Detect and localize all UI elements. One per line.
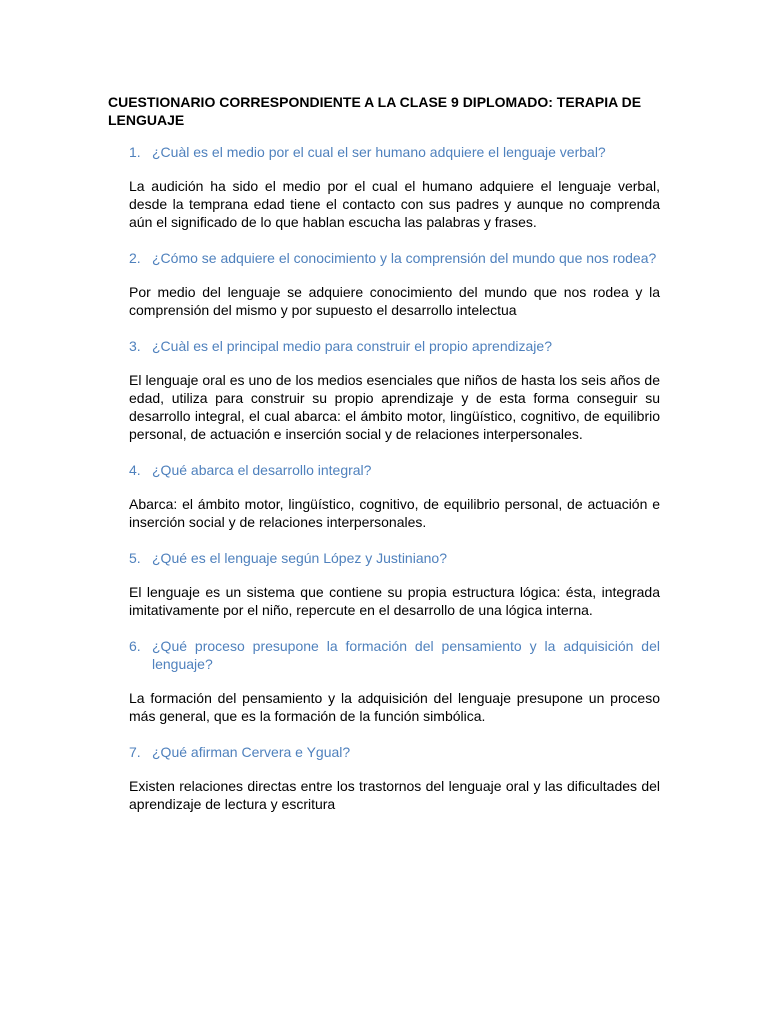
question-number: 7. (129, 744, 141, 760)
answer-7: Existen relaciones directas entre los trastornos del lenguaje oral y las dificultades del aprendizaje de lectura y escritura (129, 778, 660, 812)
question-2 (108, 249, 660, 267)
answer-3: El lenguaje oral es uno de los medios esenciales que niños de hasta los seis años de edad, utiliza para construir su propio aprendizaje y de esta forma conseguir su desarrollo integral, el cual abarca: el ámbito motor, lingüístico, cognitivo, de equilibrio personal, de actuación e inserción social y de relaciones interpersonales. (129, 372, 660, 442)
answer-4: Abarca: el ámbito motor, lingüístico, cognitivo, de equilibrio personal, de actuación e inserción social y de relaciones interpersonales. (129, 496, 660, 530)
answer-1: La audición ha sido el medio por el cual el humano adquiere el lenguaje verbal, desde la temprana edad tiene el contacto con sus padres y aunque no comprenda aún el significado de lo que hablan escucha las palabras y frases. (129, 178, 660, 230)
question-1 (108, 143, 660, 161)
qa-item-4 (108, 461, 660, 531)
question-4 (108, 461, 660, 479)
question-text: ¿Cuàl es el principal medio para construir el propio aprendizaje? (152, 338, 552, 354)
question-6 (108, 637, 660, 673)
qa-item-1 (108, 143, 660, 231)
question-text: ¿Cuàl es el medio por el cual el ser humano adquiere el lenguaje verbal? (152, 144, 606, 160)
question-number: 3. (129, 338, 141, 354)
qa-item-5 (108, 549, 660, 619)
qa-item-7 (108, 743, 660, 813)
question-number: 6. (129, 638, 141, 654)
qa-item-3 (108, 337, 660, 443)
answer-2: Por medio del lenguaje se adquiere conocimiento del mundo que nos rodea y la comprensión del mismo y por supuesto el desarrollo intelectua (129, 284, 660, 318)
question-number: 5. (129, 550, 141, 566)
question-text: ¿Qué proceso presupone la formación del pensamiento y la adquisición del lenguaje? (152, 638, 660, 672)
document-title: CUESTIONARIO CORRESPONDIENTE A LA CLASE 9 DIPLOMADO: TERAPIA DE LENGUAJE (108, 94, 642, 128)
document-page (108, 93, 660, 831)
question-3 (108, 337, 660, 355)
qa-item-2 (108, 249, 660, 319)
question-7 (108, 743, 660, 761)
question-5 (108, 549, 660, 567)
qa-item-6 (108, 637, 660, 725)
question-text: ¿Qué es el lenguaje según López y Justiniano? (152, 550, 447, 566)
question-number: 1. (129, 144, 141, 160)
answer-6: La formación del pensamiento y la adquisición del lenguaje presupone un proceso más general, que es la formación de la función simbólica. (129, 690, 660, 724)
question-text: ¿Cómo se adquiere el conocimiento y la comprensión del mundo que nos rodea? (152, 250, 657, 266)
answer-5: El lenguaje es un sistema que contiene su propia estructura lógica: ésta, integrada imitativamente por el niño, repercute en el desarrollo de una lógica interna. (129, 584, 660, 618)
question-text: ¿Qué afirman Cervera e Ygual? (152, 744, 351, 760)
question-number: 4. (129, 462, 141, 478)
question-text: ¿Qué abarca el desarrollo integral? (152, 462, 372, 478)
question-number: 2. (129, 250, 141, 266)
